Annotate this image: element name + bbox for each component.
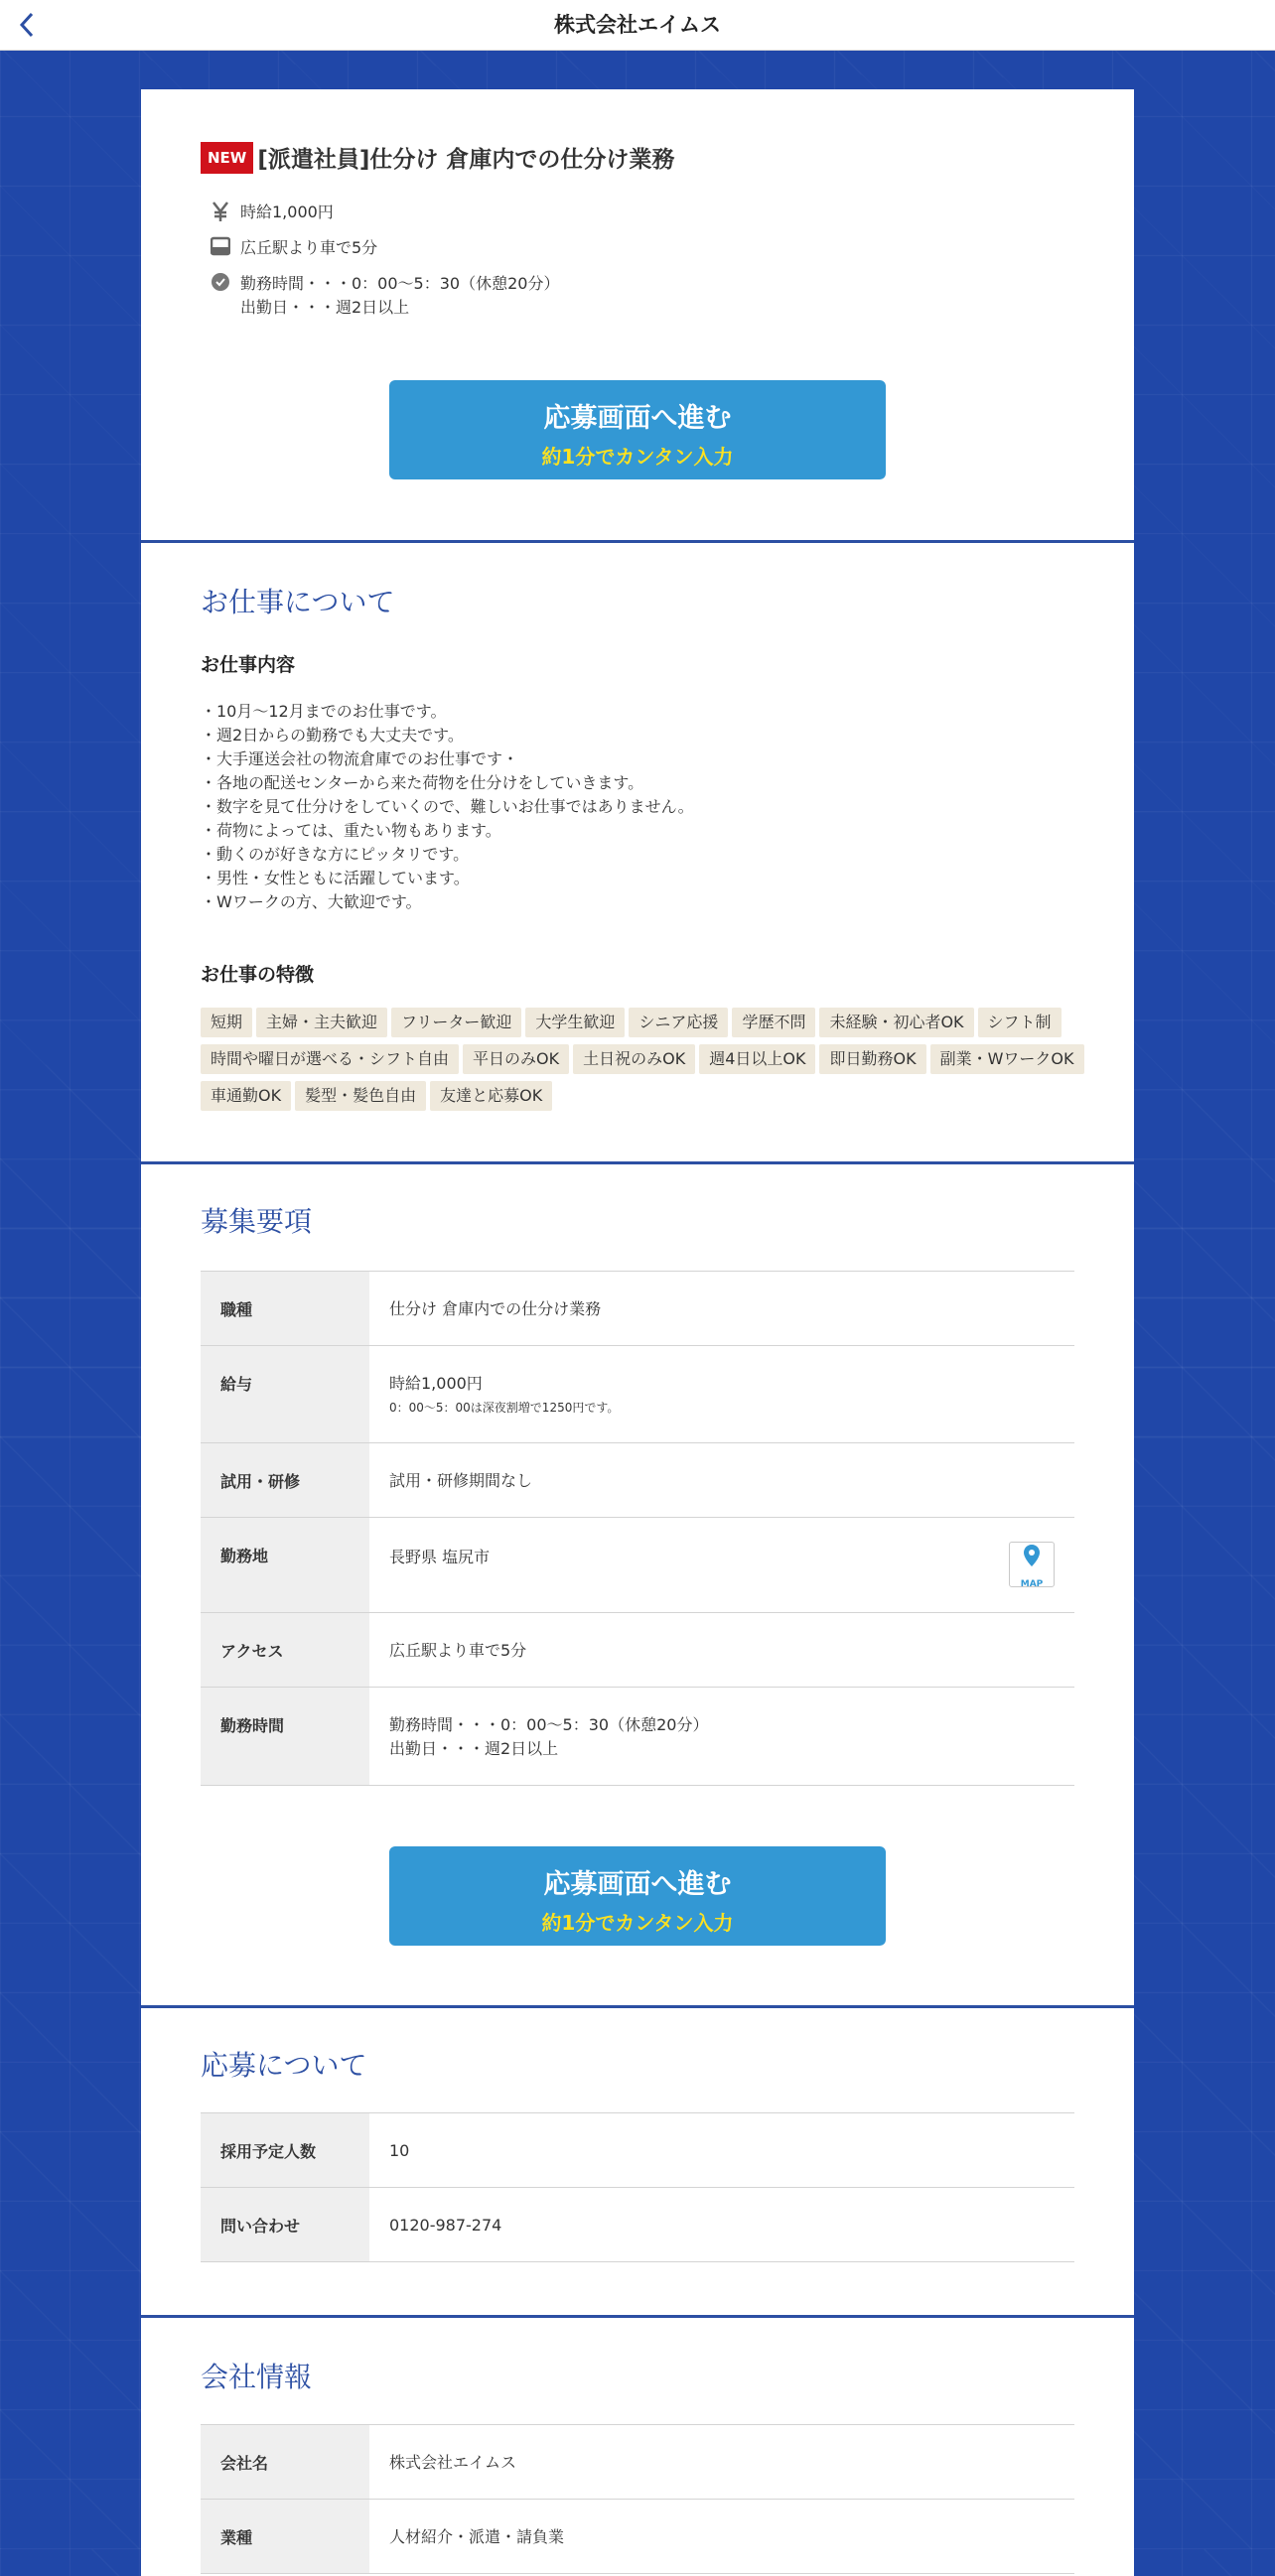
job-description — [201, 700, 694, 914]
clock-icon — [201, 272, 240, 320]
company-table — [201, 2424, 1074, 2574]
hours-row — [201, 272, 559, 320]
table-row — [201, 1346, 1074, 1443]
about-job-card — [141, 540, 1134, 1164]
row-value: 株式会社エイムス — [369, 2425, 1074, 2500]
apply-button-label: 応募画面へ進む — [543, 1869, 732, 1900]
application-card — [141, 2005, 1134, 2318]
feature-tag: 時間や曜日が選べる・シフト自由 — [201, 1044, 459, 1074]
feature-tag: フリーター歓迎 — [391, 1008, 521, 1037]
table-row — [201, 1688, 1074, 1786]
row-label: 業種 — [201, 2500, 369, 2574]
apply-button-bottom[interactable] — [389, 1846, 886, 1946]
map-button[interactable] — [1009, 1542, 1055, 1587]
feature-tag: 主婦・主夫歓迎 — [256, 1008, 387, 1037]
row-label: 会社名 — [201, 2425, 369, 2500]
train-icon — [201, 236, 240, 260]
hours-value-2: 出勤日・・・週2日以上 — [389, 1739, 559, 1758]
feature-tag: 大学生歓迎 — [525, 1008, 625, 1037]
row-value: 10 — [369, 2113, 1074, 2188]
application-table — [201, 2112, 1074, 2262]
row-value: 人材紹介・派遣・請負業 — [369, 2500, 1074, 2574]
description-line: ・動くのが好きな方にピッタリです。 — [201, 845, 470, 864]
row-label: 試用・研修 — [201, 1443, 369, 1518]
feature-tag: 土日祝のみOK — [573, 1044, 695, 1074]
feature-tag: 未経験・初心者OK — [819, 1008, 973, 1037]
description-line: ・各地の配送センターから来た荷物を仕分けをしていきます。 — [201, 773, 644, 792]
location-cell — [369, 1518, 1074, 1613]
feature-tag: 車通勤OK — [201, 1081, 291, 1111]
table-row — [201, 1443, 1074, 1518]
feature-tag: 短期 — [201, 1008, 252, 1037]
description-line: ・Wワークの方、大歓迎です。 — [201, 892, 422, 911]
row-label: 問い合わせ — [201, 2188, 369, 2262]
top-bar — [0, 0, 1275, 51]
feature-tag: シニア応援 — [629, 1008, 728, 1037]
about-heading: お仕事について — [201, 586, 395, 618]
map-pin-icon — [1021, 1543, 1043, 1568]
job-summary-card — [141, 89, 1134, 540]
requirements-table — [201, 1271, 1074, 1786]
table-row — [201, 2500, 1074, 2574]
feature-tag: 髪型・髪色自由 — [295, 1081, 426, 1111]
table-row — [201, 2113, 1074, 2188]
row-label: アクセス — [201, 1613, 369, 1688]
requirements-card — [141, 1161, 1134, 2008]
description-line: ・週2日からの勤務でも大丈夫です。 — [201, 726, 464, 745]
wage-row — [201, 201, 334, 224]
map-label: MAP — [1020, 1579, 1044, 1589]
row-label: 職種 — [201, 1272, 369, 1346]
table-row — [201, 2188, 1074, 2262]
table-row — [201, 1518, 1074, 1613]
description-line: ・10月～12月までのお仕事です。 — [201, 702, 447, 721]
description-line: ・男性・女性ともに活躍しています。 — [201, 869, 470, 887]
row-label: 勤務地 — [201, 1518, 369, 1613]
description-line: ・大手運送会社の物流倉庫でのお仕事です・ — [201, 749, 519, 768]
row-value: 試用・研修期間なし — [369, 1443, 1074, 1518]
feature-tag: シフト制 — [978, 1008, 1062, 1037]
row-value: 仕分け 倉庫内での仕分け業務 — [369, 1272, 1074, 1346]
row-label: 給与 — [201, 1346, 369, 1443]
header-title: 株式会社エイムス — [554, 13, 721, 37]
feature-tags — [201, 1008, 1114, 1118]
salary-note: 0：00～5：00は深夜割増で1250円です。 — [389, 1401, 620, 1415]
hours-line-1: 勤務時間・・・0：00～5：30（休憩20分） — [240, 274, 560, 293]
job-title-row — [201, 141, 674, 174]
feature-tag: 平日のみOK — [463, 1044, 569, 1074]
table-row — [201, 1613, 1074, 1688]
feature-tag: 即日勤務OK — [819, 1044, 925, 1074]
apply-button-top[interactable] — [389, 380, 886, 479]
salary-cell — [369, 1346, 1074, 1443]
row-label: 採用予定人数 — [201, 2113, 369, 2188]
hours-value-1: 勤務時間・・・0：00～5：30（休憩20分） — [389, 1715, 709, 1734]
table-row — [201, 2425, 1074, 2500]
yen-icon — [201, 201, 240, 224]
salary-value: 時給1,000円 — [389, 1374, 483, 1393]
apply-button-label: 応募画面へ進む — [543, 403, 732, 434]
row-value: 0120-987-274 — [369, 2188, 1074, 2262]
row-value: 広丘駅より車で5分 — [369, 1613, 1074, 1688]
requirements-heading: 募集要項 — [201, 1205, 313, 1238]
apply-button-sublabel: 約1分でカンタン入力 — [541, 1911, 734, 1935]
company-card — [141, 2315, 1134, 2576]
feature-tag: 週4日以上OK — [699, 1044, 815, 1074]
location-value: 長野県 塩尻市 — [389, 1548, 491, 1566]
row-label: 勤務時間 — [201, 1688, 369, 1786]
access-text: 広丘駅より車で5分 — [240, 238, 378, 257]
wage-text: 時給1,000円 — [240, 203, 334, 221]
feature-tag: 学歴不問 — [732, 1008, 815, 1037]
apply-button-sublabel: 約1分でカンタン入力 — [541, 445, 734, 469]
hours-line-2: 出勤日・・・週2日以上 — [240, 298, 410, 317]
company-heading: 会社情報 — [201, 2361, 313, 2393]
table-row — [201, 1272, 1074, 1346]
new-badge: NEW — [201, 142, 253, 174]
description-line: ・数字を見て仕分けをしていくので、難しいお仕事ではありません。 — [201, 797, 694, 816]
feature-tag: 友達と応募OK — [430, 1081, 552, 1111]
features-heading: お仕事の特徴 — [201, 964, 315, 986]
access-row — [201, 236, 377, 260]
job-title: [派遣社員]仕分け 倉庫内での仕分け業務 — [257, 147, 675, 173]
description-line: ・荷物によっては、重たい物もあります。 — [201, 821, 501, 840]
hours-cell — [369, 1688, 1074, 1786]
application-heading: 応募について — [201, 2049, 367, 2082]
job-content-heading: お仕事内容 — [201, 654, 296, 676]
feature-tag: 副業・WワークOK — [930, 1044, 1084, 1074]
